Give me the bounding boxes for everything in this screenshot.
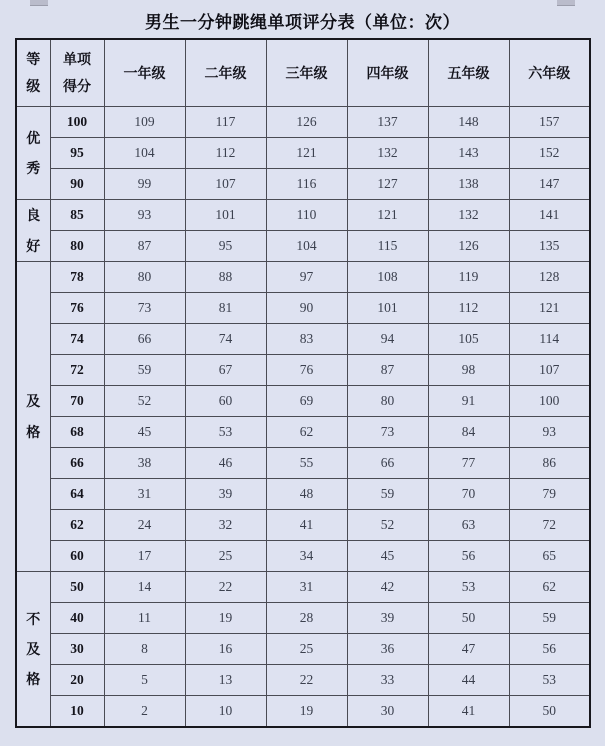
value-cell: 104: [104, 138, 185, 169]
value-cell: 95: [185, 231, 266, 262]
table-row: [16, 479, 590, 510]
value-cell: 114: [509, 324, 590, 355]
header-grade-6: 六年级: [509, 39, 590, 107]
value-cell: 101: [185, 200, 266, 231]
value-cell: 74: [185, 324, 266, 355]
value-cell: 55: [266, 448, 347, 479]
value-cell: 100: [509, 386, 590, 417]
header-grade-2: 二年级: [185, 39, 266, 107]
value-cell: 59: [104, 355, 185, 386]
value-cell: 32: [185, 510, 266, 541]
value-cell: 107: [509, 355, 590, 386]
score-cell: 66: [50, 448, 104, 479]
score-cell: 62: [50, 510, 104, 541]
value-cell: 19: [266, 696, 347, 728]
value-cell: 86: [509, 448, 590, 479]
value-cell: 76: [266, 355, 347, 386]
value-cell: 16: [185, 634, 266, 665]
value-cell: 110: [266, 200, 347, 231]
value-cell: 90: [266, 293, 347, 324]
value-cell: 22: [266, 665, 347, 696]
cropped-artifact-right: [557, 0, 575, 6]
value-cell: 112: [185, 138, 266, 169]
header-row: [16, 39, 590, 107]
value-cell: 87: [104, 231, 185, 262]
value-cell: 62: [509, 572, 590, 603]
value-cell: 83: [266, 324, 347, 355]
score-cell: 76: [50, 293, 104, 324]
value-cell: 121: [347, 200, 428, 231]
value-cell: 147: [509, 169, 590, 200]
value-cell: 157: [509, 107, 590, 138]
value-cell: 39: [185, 479, 266, 510]
value-cell: 126: [266, 107, 347, 138]
table-row: [16, 293, 590, 324]
value-cell: 59: [347, 479, 428, 510]
table-row: [16, 200, 590, 231]
value-cell: 98: [428, 355, 509, 386]
value-cell: 19: [185, 603, 266, 634]
value-cell: 70: [428, 479, 509, 510]
value-cell: 39: [347, 603, 428, 634]
value-cell: 46: [185, 448, 266, 479]
value-cell: 13: [185, 665, 266, 696]
value-cell: 8: [104, 634, 185, 665]
value-cell: 132: [428, 200, 509, 231]
value-cell: 80: [104, 262, 185, 293]
value-cell: 17: [104, 541, 185, 572]
table-row: [16, 603, 590, 634]
value-cell: 79: [509, 479, 590, 510]
value-cell: 2: [104, 696, 185, 728]
value-cell: 59: [509, 603, 590, 634]
value-cell: 14: [104, 572, 185, 603]
value-cell: 65: [509, 541, 590, 572]
value-cell: 112: [428, 293, 509, 324]
level-cell: [16, 572, 50, 728]
scoring-table: [15, 38, 591, 728]
value-cell: 56: [428, 541, 509, 572]
table-row: [16, 169, 590, 200]
header-score: 单项得分: [50, 39, 104, 107]
score-cell: 20: [50, 665, 104, 696]
score-cell: 74: [50, 324, 104, 355]
value-cell: 117: [185, 107, 266, 138]
value-cell: 36: [347, 634, 428, 665]
value-cell: 28: [266, 603, 347, 634]
value-cell: 38: [104, 448, 185, 479]
value-cell: 60: [185, 386, 266, 417]
value-cell: 81: [185, 293, 266, 324]
header-grade-5: 五年级: [428, 39, 509, 107]
value-cell: 48: [266, 479, 347, 510]
value-cell: 10: [185, 696, 266, 728]
cropped-artifact-left: [30, 0, 48, 6]
table-row: [16, 231, 590, 262]
score-cell: 10: [50, 696, 104, 728]
value-cell: 127: [347, 169, 428, 200]
value-cell: 121: [509, 293, 590, 324]
table-row: [16, 262, 590, 293]
value-cell: 56: [509, 634, 590, 665]
level-label: 不及格: [26, 610, 41, 688]
value-cell: 66: [347, 448, 428, 479]
value-cell: 88: [185, 262, 266, 293]
value-cell: 108: [347, 262, 428, 293]
header-grade-4: 四年级: [347, 39, 428, 107]
value-cell: 126: [428, 231, 509, 262]
value-cell: 41: [266, 510, 347, 541]
table-row: [16, 541, 590, 572]
value-cell: 73: [347, 417, 428, 448]
score-cell: 80: [50, 231, 104, 262]
value-cell: 141: [509, 200, 590, 231]
value-cell: 101: [347, 293, 428, 324]
table-row: [16, 355, 590, 386]
value-cell: 77: [428, 448, 509, 479]
level-cell: [16, 200, 50, 262]
value-cell: 119: [428, 262, 509, 293]
level-label: 及格: [26, 393, 41, 440]
table-row: [16, 634, 590, 665]
value-cell: 93: [104, 200, 185, 231]
score-cell: 100: [50, 107, 104, 138]
score-cell: 70: [50, 386, 104, 417]
score-cell: 90: [50, 169, 104, 200]
value-cell: 67: [185, 355, 266, 386]
value-cell: 41: [428, 696, 509, 728]
score-cell: 30: [50, 634, 104, 665]
table-row: [16, 572, 590, 603]
value-cell: 69: [266, 386, 347, 417]
table-row: [16, 510, 590, 541]
value-cell: 97: [266, 262, 347, 293]
value-cell: 148: [428, 107, 509, 138]
score-cell: 50: [50, 572, 104, 603]
table-row: [16, 324, 590, 355]
value-cell: 132: [347, 138, 428, 169]
value-cell: 91: [428, 386, 509, 417]
value-cell: 30: [347, 696, 428, 728]
value-cell: 66: [104, 324, 185, 355]
table-row: [16, 386, 590, 417]
value-cell: 44: [428, 665, 509, 696]
table-row: [16, 107, 590, 138]
value-cell: 107: [185, 169, 266, 200]
page-title: 男生一分钟跳绳单项评分表（单位：次）: [145, 13, 460, 32]
value-cell: 99: [104, 169, 185, 200]
value-cell: 80: [347, 386, 428, 417]
value-cell: 104: [266, 231, 347, 262]
value-cell: 33: [347, 665, 428, 696]
value-cell: 63: [428, 510, 509, 541]
value-cell: 72: [509, 510, 590, 541]
value-cell: 53: [509, 665, 590, 696]
value-cell: 5: [104, 665, 185, 696]
level-cell: [16, 262, 50, 572]
value-cell: 128: [509, 262, 590, 293]
value-cell: 31: [266, 572, 347, 603]
value-cell: 109: [104, 107, 185, 138]
value-cell: 73: [104, 293, 185, 324]
level-cell: [16, 107, 50, 200]
value-cell: 116: [266, 169, 347, 200]
table-body: [16, 107, 590, 728]
value-cell: 52: [104, 386, 185, 417]
value-cell: 22: [185, 572, 266, 603]
value-cell: 115: [347, 231, 428, 262]
score-cell: 78: [50, 262, 104, 293]
value-cell: 62: [266, 417, 347, 448]
value-cell: 45: [347, 541, 428, 572]
value-cell: 25: [185, 541, 266, 572]
value-cell: 152: [509, 138, 590, 169]
level-label: 良好: [26, 207, 41, 254]
value-cell: 11: [104, 603, 185, 634]
value-cell: 53: [428, 572, 509, 603]
header-level: 等级: [16, 39, 50, 107]
value-cell: 138: [428, 169, 509, 200]
value-cell: 50: [509, 696, 590, 728]
score-cell: 64: [50, 479, 104, 510]
value-cell: 143: [428, 138, 509, 169]
header-grade-3: 三年级: [266, 39, 347, 107]
score-cell: 72: [50, 355, 104, 386]
value-cell: 50: [428, 603, 509, 634]
value-cell: 34: [266, 541, 347, 572]
value-cell: 135: [509, 231, 590, 262]
value-cell: 137: [347, 107, 428, 138]
value-cell: 121: [266, 138, 347, 169]
table-row: [16, 665, 590, 696]
value-cell: 105: [428, 324, 509, 355]
header-grade-1: 一年级: [104, 39, 185, 107]
score-cell: 40: [50, 603, 104, 634]
score-cell: 60: [50, 541, 104, 572]
value-cell: 24: [104, 510, 185, 541]
value-cell: 42: [347, 572, 428, 603]
score-cell: 95: [50, 138, 104, 169]
value-cell: 45: [104, 417, 185, 448]
value-cell: 53: [185, 417, 266, 448]
table-row: [16, 138, 590, 169]
table-header: [16, 39, 590, 107]
level-label: 优秀: [26, 129, 41, 176]
table-row: [16, 417, 590, 448]
value-cell: 87: [347, 355, 428, 386]
value-cell: 31: [104, 479, 185, 510]
value-cell: 84: [428, 417, 509, 448]
value-cell: 93: [509, 417, 590, 448]
score-cell: 85: [50, 200, 104, 231]
value-cell: 94: [347, 324, 428, 355]
value-cell: 25: [266, 634, 347, 665]
value-cell: 52: [347, 510, 428, 541]
value-cell: 47: [428, 634, 509, 665]
table-row: [16, 696, 590, 728]
score-cell: 68: [50, 417, 104, 448]
table-row: [16, 448, 590, 479]
